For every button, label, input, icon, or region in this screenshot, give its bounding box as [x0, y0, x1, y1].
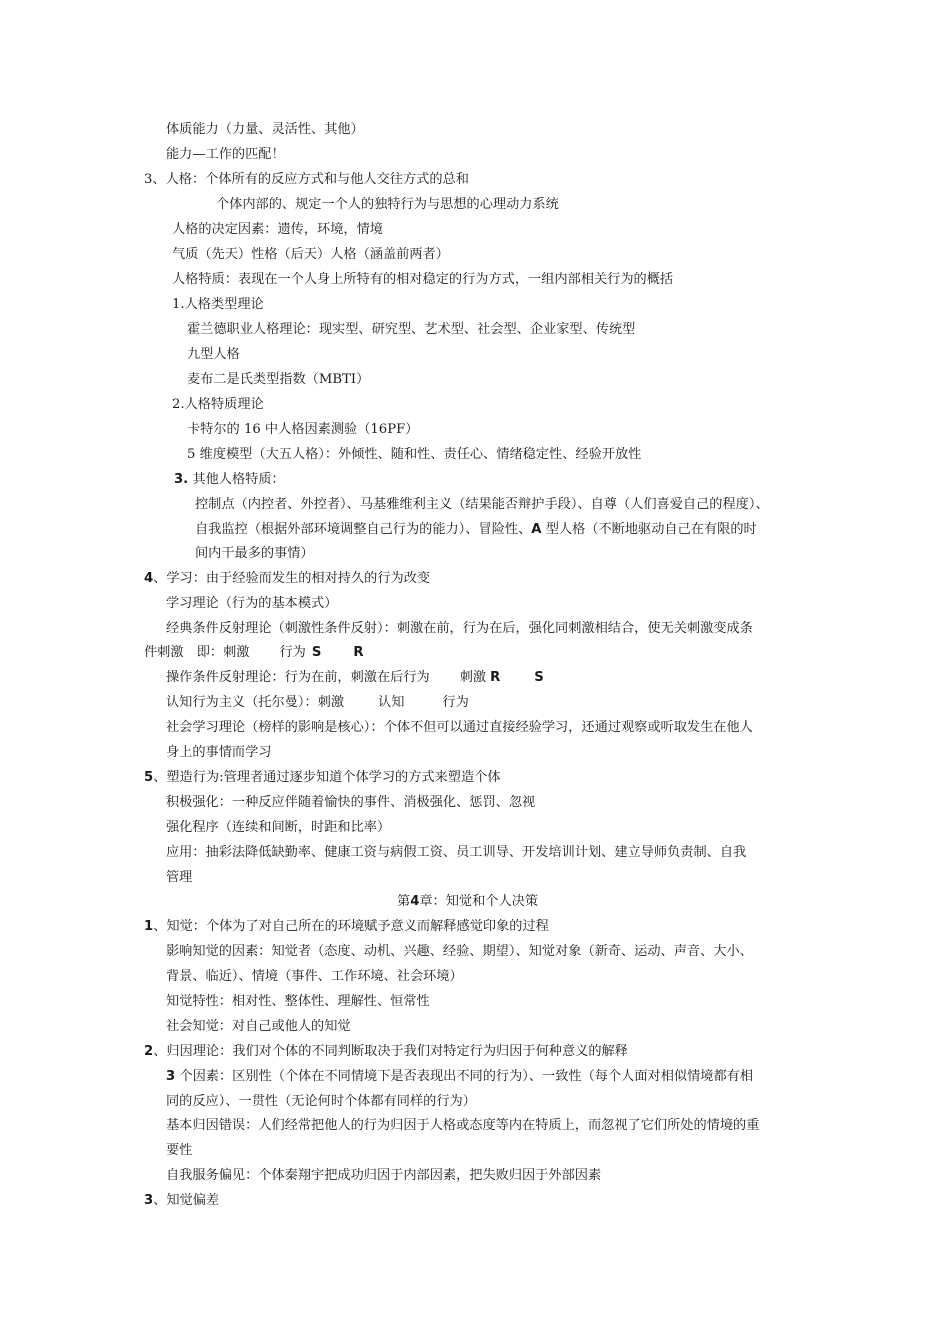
text-span: 章：知觉和个人决策	[419, 894, 539, 909]
text-line: 要性	[166, 1143, 193, 1158]
text-span: A	[531, 522, 542, 537]
text-line: 基本归因错误：人们经常把他人的行为归因于人格或态度等内在特质上，而忽视了它们所处的情境的重	[166, 1118, 760, 1133]
text-line: 间内干最多的事情）	[195, 546, 314, 561]
text-span: 行为	[442, 695, 469, 710]
text-line	[166, 692, 469, 714]
section-number: 2	[144, 1044, 154, 1059]
section-title: 、塑造行为:管理者通过逐步知道个体学习的方式来塑造个体	[153, 770, 501, 785]
text-line: 影响知觉的因素：知觉者（态度、动机、兴趣、经验、期望）、知觉对象（新奇、运动、声音、大小、	[166, 944, 753, 959]
section-title: 、知觉：个体为了对自己所在的环境赋予意义而解释感觉印象的过程	[153, 919, 549, 934]
text-line: 能力—工作的匹配！	[166, 147, 285, 162]
subsection-number: 3.	[174, 472, 189, 487]
chapter-title	[397, 891, 538, 913]
text-span: 个因素：区别性（个体在不同情境下是否表现出不同的行为）、一致性（每个人面对相似情境都有相	[175, 1069, 754, 1084]
text-line: 同的反应）、一贯性（无论何时个体都有同样的行为）	[166, 1094, 476, 1109]
text-span: S	[311, 645, 322, 660]
section-number: 4	[144, 571, 154, 586]
subsection-heading: 2.人格特质理论	[172, 397, 264, 412]
text-line: 知觉特性：相对性、整体性、理解性、恒常性	[166, 994, 430, 1009]
text-line: 5 维度模型（大五人格）：外倾性、随和性、责任心、情绪稳定性、经验开放性	[187, 447, 642, 462]
text-span: 认知行为主义（托尔曼）：刺激	[166, 695, 345, 710]
text-line: 社会学习理论（榜样的影响是核心）：个体不但可以通过直接经验学习，还通过观察或听取发生在他人	[166, 720, 753, 735]
section-heading	[144, 568, 430, 590]
section-heading	[144, 767, 501, 789]
text-span: 操作条件反射理论：行为在前，刺激在后行为	[166, 670, 430, 685]
text-line: 体质能力（力量、灵活性、其他）	[166, 122, 364, 137]
section-heading: 3、人格：个体所有的反应方式和与他人交往方式的总和	[144, 172, 469, 187]
text-span: 自我监控（根据外部环境调整自己行为的能力）、冒险性、	[195, 522, 532, 537]
section-title: 、学习：由于经验而发生的相对持久的行为改变	[153, 571, 431, 586]
text-line: 强化程序（连续和间断，时距和比率）	[166, 820, 391, 835]
text-span: 刺激	[459, 670, 487, 685]
text-span: 型人格（不断地驱动自己在有限的时	[541, 522, 757, 537]
text-line: 气质（先天）性格（后天）人格（涵盖前两者）	[172, 247, 449, 262]
text-line: 背景、临近）、情境（事件、工作环境、社会环境）	[166, 969, 463, 984]
text-line: 应用：抽彩法降低缺勤率、健康工资与病假工资、员工训导、开发培训计划、建立导师负责制、自我	[166, 845, 747, 860]
text-span: 第	[397, 894, 411, 909]
text-span: R	[353, 645, 364, 660]
subsection-heading: 1.人格类型理论	[172, 297, 264, 312]
section-heading	[144, 1190, 219, 1212]
text-span: 3	[166, 1069, 176, 1084]
text-line: 个体内部的、规定一个人的独特行为与思想的心理动力系统	[216, 197, 559, 212]
section-title: 、知觉偏差	[153, 1193, 220, 1208]
text-line: 控制点（内控者、外控者）、马基雅维利主义（结果能否辩护手段）、自尊（人们喜爱自己的程度）、	[195, 497, 769, 512]
text-line: 学习理论（行为的基本模式）	[166, 596, 338, 611]
section-number: 1	[144, 919, 154, 934]
text-line: 自我服务偏见：个体秦翔宇把成功归因于内部因素，把失败归因于外部因素	[166, 1168, 602, 1183]
text-line: 管理	[166, 870, 193, 885]
subsection-heading	[174, 469, 285, 491]
text-line: 身上的事情而学习	[166, 745, 272, 760]
text-span: 认知	[378, 695, 405, 710]
text-line	[195, 519, 757, 541]
text-line: 霍兰德职业人格理论：现实型、研究型、艺术型、社会型、企业家型、传统型	[187, 322, 636, 337]
text-span: 件刺激 即：刺激	[144, 645, 250, 660]
text-line: 九型人格	[187, 347, 240, 362]
text-line	[144, 642, 364, 664]
section-heading	[144, 1041, 628, 1063]
subsection-title: 其他人格特质：	[192, 472, 285, 487]
text-span: S	[534, 670, 544, 685]
text-line: 人格特质：表现在一个人身上所特有的相对稳定的行为方式，一组内部相关行为的概括	[172, 272, 674, 287]
text-span: 4	[410, 894, 420, 909]
text-span: R	[490, 670, 501, 685]
section-number: 5	[144, 770, 154, 785]
text-line: 经典条件反射理论（刺激性条件反射）：刺激在前，行为在后，强化同刺激相结合，使无关刺激变成条	[166, 621, 753, 636]
text-line	[166, 1066, 753, 1088]
text-line: 人格的决定因素：遗传，环境，情境	[172, 222, 383, 237]
text-span: 行为	[279, 645, 306, 660]
text-line: 麦布二是氏类型指数（MBTI）	[187, 372, 370, 387]
section-number: 3	[144, 1193, 154, 1208]
text-line: 积极强化：一种反应伴随着愉快的事件、消极强化、惩罚、忽视	[166, 795, 536, 810]
text-line: 社会知觉：对自己或他人的知觉	[166, 1019, 351, 1034]
text-line	[166, 667, 544, 689]
section-heading	[144, 916, 549, 938]
text-line: 卡特尔的 16 中人格因素测验（16PF）	[187, 422, 419, 437]
section-title: 、归因理论：我们对个体的不同判断取决于我们对特定行为归因于何种意义的解释	[153, 1044, 628, 1059]
